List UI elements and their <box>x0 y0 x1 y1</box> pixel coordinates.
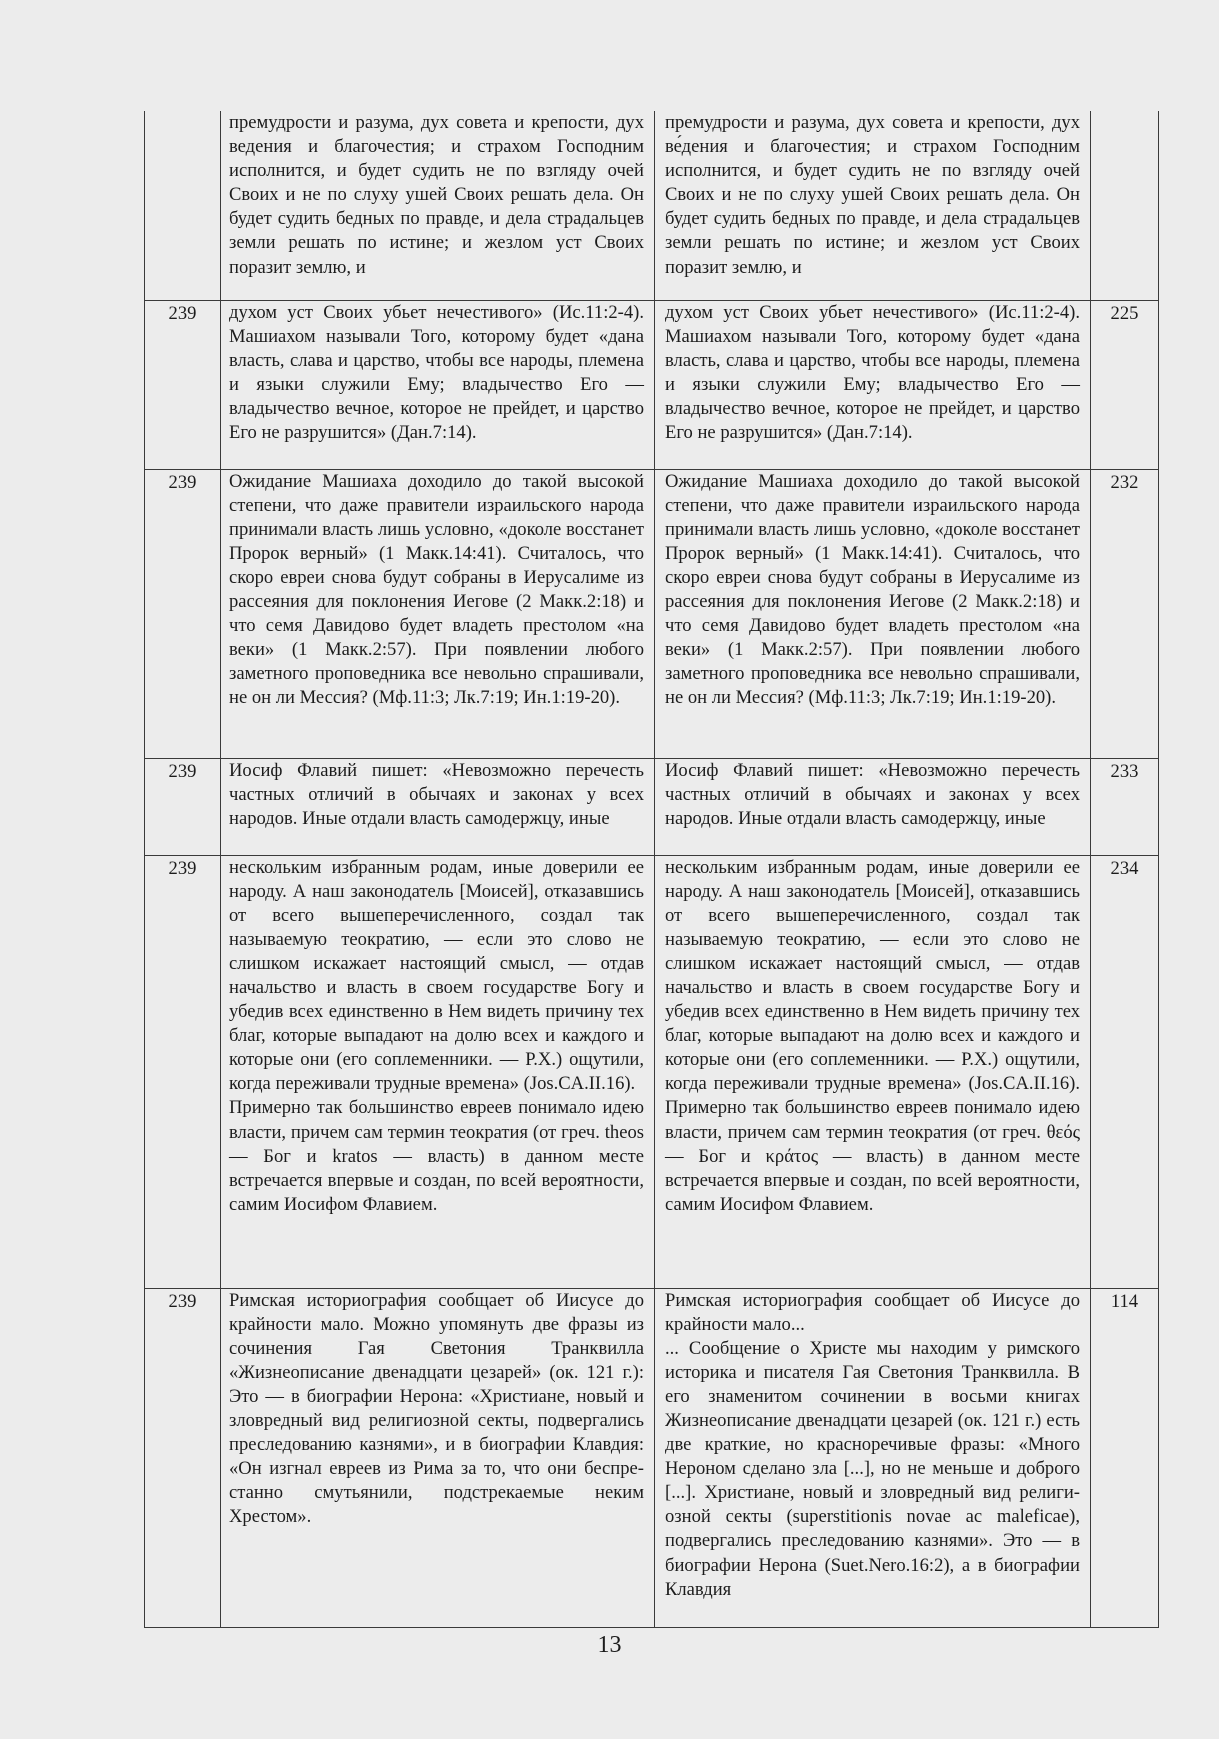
right-paragraph-2: ... Сообщение о Христе мы находим у римского историка и писателя Гая Светония Транквилла. В его знаменитом сочинении в восьми книгах Жизнеописание двенадцати цезарей (ок. 121 г.) есть две краткие, но красноречивые фразы: «Много Нероном сделано зла [...], но не меньше и доброго [...]. Христиане, новый и зловредный вид религиозной секты (superstitionis novae ac maleficae), подвергались преследованию казнями». Это — в биографии Нерона (Suet.Nero.16:2), а в биографии Клавдия <box>665 1337 1080 1600</box>
left-text-cell <box>221 300 655 469</box>
left-page-ref: 239 <box>145 1288 221 1627</box>
left-paragraph: Римская историография сообщает об Иисусе до крайности мало. Можно упомянуть две фразы из сочинения Гая Светония Транквилла «Жизнеописание двенадцати цезарей» (ок. 121 г.): Это — в биографии Нерона: «Христиане, новый и зловредный вид религиозной секты, подвергались преследованию казнями», и в биографии Клавдия: «Он изгнал евреев из Рима за то, что они беспрестанно смутьянили, подстрекаемые неким Хрестом». <box>229 1289 644 1528</box>
left-paragraph: нескольким избранным родам, иные доверили ее народу. А наш законодатель [Моисей], отказавшись от всего вышеперечисленного, создал так называемую теократию, — если это слово не слишком искажает настоящий смысл, — отдав начальство и власть в своем государстве Богу и убедив всех единственно в Нем видеть причину тех благ, которые выпадают на долю всех и каждого и которые они (его соплеменники. — Р.Х.) ощутили, когда переживали трудные времена» (Jos.CA.II.16). <box>229 856 644 1095</box>
comparison-table <box>144 111 1159 1628</box>
left-text-cell <box>221 1288 655 1627</box>
right-paragraph: нескольким избранным родам, иные доверили ее народу. А наш законодатель [Моисей], отказавшись от всего вышеперечисленного, создал так называемую теократию, — если это слово не слишком искажает настоящий смысл, — отдав начальство и власть в своем государстве Богу и убедив всех единственно в Нем видеть причину тех благ, которые выпадают на долю всех и каждого и которые они (его соплеменники. — Р.Х.) ощутили, когда переживали трудные времена» (Jos.CA.II.16). Примерно так большинство евреев понимало идею власти, причем сам термин теократия (от греч. θεός — Бог и κράτος — власть) в данном месте встречается впервые и создан, по всей вероятности, самим Иосифом Флавием. <box>665 856 1080 1215</box>
table-row <box>145 855 1159 1288</box>
right-page-ref: 234 <box>1091 855 1159 1288</box>
right-page-ref: 233 <box>1091 758 1159 855</box>
right-text-cell <box>655 469 1091 758</box>
right-paragraph: Римская историография сообщает об Иисусе до крайности мало... <box>665 1289 1080 1335</box>
right-page-ref: 232 <box>1091 469 1159 758</box>
right-page-ref <box>1091 111 1159 300</box>
right-page-ref: 114 <box>1091 1288 1159 1627</box>
table-row <box>145 758 1159 855</box>
left-paragraph-2: Примерно так большинство евреев понимало идею власти, причем сам термин теократия (от греч. theos — Бог и kratos — власть) в данном месте встречается впервые и создан, по всей вероятности, самим Иосифом Флавием. <box>229 1097 644 1215</box>
left-text-cell <box>221 111 655 300</box>
right-paragraph: Ожидание Машиаха доходило до такой высокой степени, что даже правители израильского народа принимали власть лишь условно, «доколе восстанет Пророк верный» (1 Макк.14:41). Считалось, что скоро евреи снова будут собраны в Иерусалиме из рассеяния для поклонения Иегове (2 Макк.2:18) и что семя Давидово будет владеть престолом «на веки» (1 Макк.2:57). При появлении любого заметного проповедника все невольно спрашивали, не он ли Мессия? (Мф.11:3; Лк.7:19; Ин.1:19-20). <box>665 470 1080 709</box>
table-row <box>145 300 1159 469</box>
table-row <box>145 111 1159 300</box>
left-paragraph: Ожидание Машиаха доходило до такой высокой степени, что даже правители израильского народа принимали власть лишь условно, «доколе восстанет Пророк верный» (1 Макк.14:41). Считалось, что скоро евреи снова будут собраны в Иерусалиме из рассеяния для поклонения Иегове (2 Макк.2:18) и что семя Давидово будет владеть престолом «на веки» (1 Макк.2:57). При появлении любого заметного проповедника все невольно спрашивали, не он ли Мессия? (Мф.11:3; Лк.7:19; Ин.1:19-20). <box>229 470 644 709</box>
right-text-cell <box>655 855 1091 1288</box>
left-page-ref <box>145 111 221 300</box>
right-text-cell <box>655 300 1091 469</box>
right-paragraph: премудрости и разума, дух совета и крепости, дух ве́дения и благочестия; и страхом Господним исполнится, и будет судить не по взгляду очей Своих и не по слуху ушей Своих решать дела. Он будет судить бедных по правде, и дела страдальцев земли решать по истине; и жезлом уст Своих поразит землю, и <box>665 112 1080 278</box>
left-page-ref: 239 <box>145 469 221 758</box>
left-paragraph: Иосиф Флавий пишет: «Невозможно перечесть частных отличий в обычаях и законах у всех народов. Иные отдали власть самодержцу, иные <box>229 759 644 829</box>
right-paragraph: Иосиф Флавий пишет: «Невозможно перечесть частных отличий в обычаях и законах у всех народов. Иные отдали власть самодержцу, иные <box>665 759 1080 829</box>
right-text-cell <box>655 1288 1091 1627</box>
left-paragraph: премудрости и разума, дух совета и крепости, дух ведения и благочестия; и страхом Господним исполнится, и будет судить не по взгляду очей Своих и не по слуху ушей Своих решать дела. Он будет судить бедных по правде, и дела страдальцев земли решать по истине; и жезлом уст Своих поразит землю, и <box>229 112 644 278</box>
left-text-cell <box>221 855 655 1288</box>
table-row <box>145 1288 1159 1627</box>
page-number: 13 <box>597 1632 622 1658</box>
right-text-cell <box>655 111 1091 300</box>
left-page-ref: 239 <box>145 300 221 469</box>
left-paragraph: духом уст Своих убьет нечестивого» (Ис.11:2-4). Машиахом называли Того, которому будет «дана власть, слава и царство, чтобы все народы, племена и языки служили Ему; владычество Его — владычество вечное, которое не прейдет, и царство Его не разрушится» (Дан.7:14). <box>229 301 644 443</box>
right-text-cell <box>655 758 1091 855</box>
right-paragraph: духом уст Своих убьет нечестивого» (Ис.11:2-4). Машиахом называли Того, которому будет «дана власть, слава и царство, чтобы все народы, племена и языки служили Ему; владычество Его — владычество вечное, которое не прейдет, и царство Его не разрушится» (Дан.7:14). <box>665 301 1080 443</box>
left-text-cell <box>221 758 655 855</box>
left-page-ref: 239 <box>145 855 221 1288</box>
right-page-ref: 225 <box>1091 300 1159 469</box>
left-text-cell <box>221 469 655 758</box>
table-row <box>145 469 1159 758</box>
left-page-ref: 239 <box>145 758 221 855</box>
